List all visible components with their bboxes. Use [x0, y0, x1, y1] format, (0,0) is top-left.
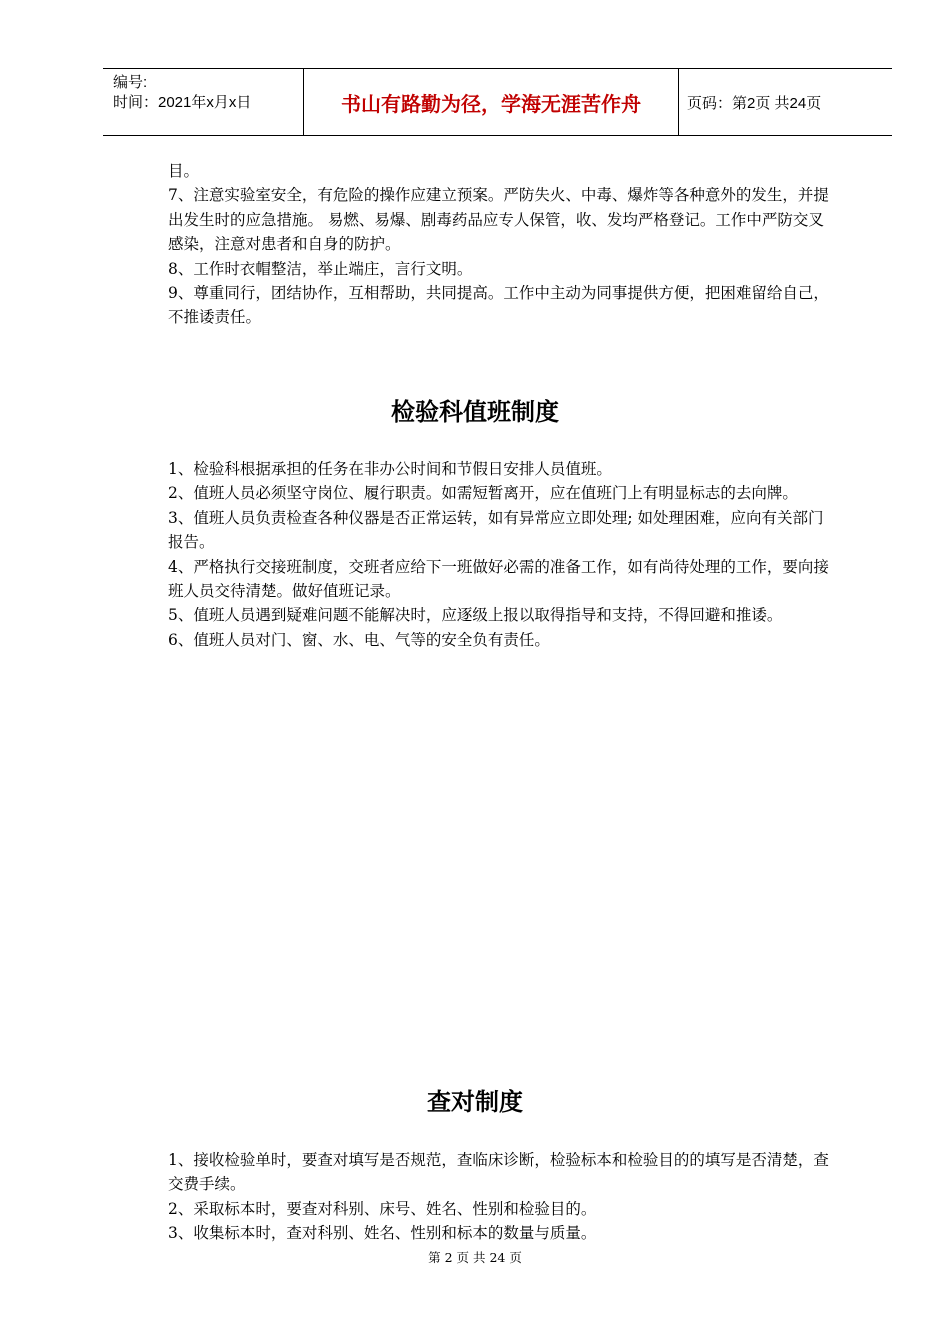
document-date-label: 时间：2021年x月x日 — [113, 94, 252, 111]
section-check-system — [168, 1148, 833, 1246]
paragraph: 目。 — [168, 162, 200, 180]
paragraph: 4、严格执行交接班制度，交班者应给下一班做好必需的准备工作，如有尚待处理的工作，要向接班人员交待清楚。做好值班记录。 — [168, 557, 829, 601]
page-footer: 第 2 页 共 24 页 — [428, 1250, 522, 1265]
section-title-duty-system: 检验科值班制度 — [391, 398, 559, 426]
document-number-label: 编号: — [113, 74, 148, 91]
paragraph: 9、尊重同行，团结协作，互相帮助，共同提高。工作中主动为同事提供方便，把困难留给自己，不推诿责任。 — [168, 284, 829, 327]
section-work-rules-continued — [168, 159, 833, 330]
paragraph: 2、值班人员必须坚守岗位、履行职责。如需短暂离开，应在值班门上有明显标志的去向牌。 — [168, 484, 798, 503]
header-page-cell — [679, 69, 892, 135]
section-title-check-system: 查对制度 — [427, 1088, 523, 1116]
paragraph: 3、值班人员负责检查各种仪器是否正常运转，如有异常应立即处理; 如处理困难，应向有关部门报告。 — [168, 508, 824, 552]
header-motto-cell — [303, 69, 679, 135]
paragraph: 8、工作时衣帽整洁，举止端庄，言行文明。 — [168, 259, 473, 278]
header-left-cell — [103, 69, 303, 135]
paragraph: 1、检验科根据承担的任务在非办公时间和节假日安排人员值班。 — [168, 460, 612, 478]
paragraph: 2、采取标本时，要查对科别、床号、姓名、性别和检验目的。 — [168, 1199, 597, 1218]
paragraph: 1、接收检验单时，要查对填写是否规范，查临床诊断，检验标本和检验目的的填写是否清楚，查交费手续。 — [168, 1151, 829, 1194]
header-motto: 书山有路勤为径，学海无涯苦作舟 — [341, 91, 641, 116]
paragraph: 5、值班人员遇到疑难问题不能解决时，应逐级上报以取得指导和支持，不得回避和推诿。 — [168, 606, 783, 625]
header-page-number: 页码：第2页 共24页 — [687, 94, 822, 112]
page-header — [103, 68, 892, 136]
paragraph: 7、注意实验室安全，有危险的操作应建立预案。严防失火、中毒、爆炸等各种意外的发生，并提出发生时的应急措施。 易燃、易爆、剧毒药品应专人保管，收、发均严格登记。工作中严防交叉感染，注意对患者和自身的防护。 — [168, 186, 829, 254]
paragraph: 6、值班人员对门、窗、水、电、气等的安全负有责任。 — [168, 630, 550, 649]
paragraph: 3、收集标本时，查对科别、姓名、性别和标本的数量与质量。 — [168, 1224, 597, 1243]
section-duty-system — [168, 457, 833, 652]
